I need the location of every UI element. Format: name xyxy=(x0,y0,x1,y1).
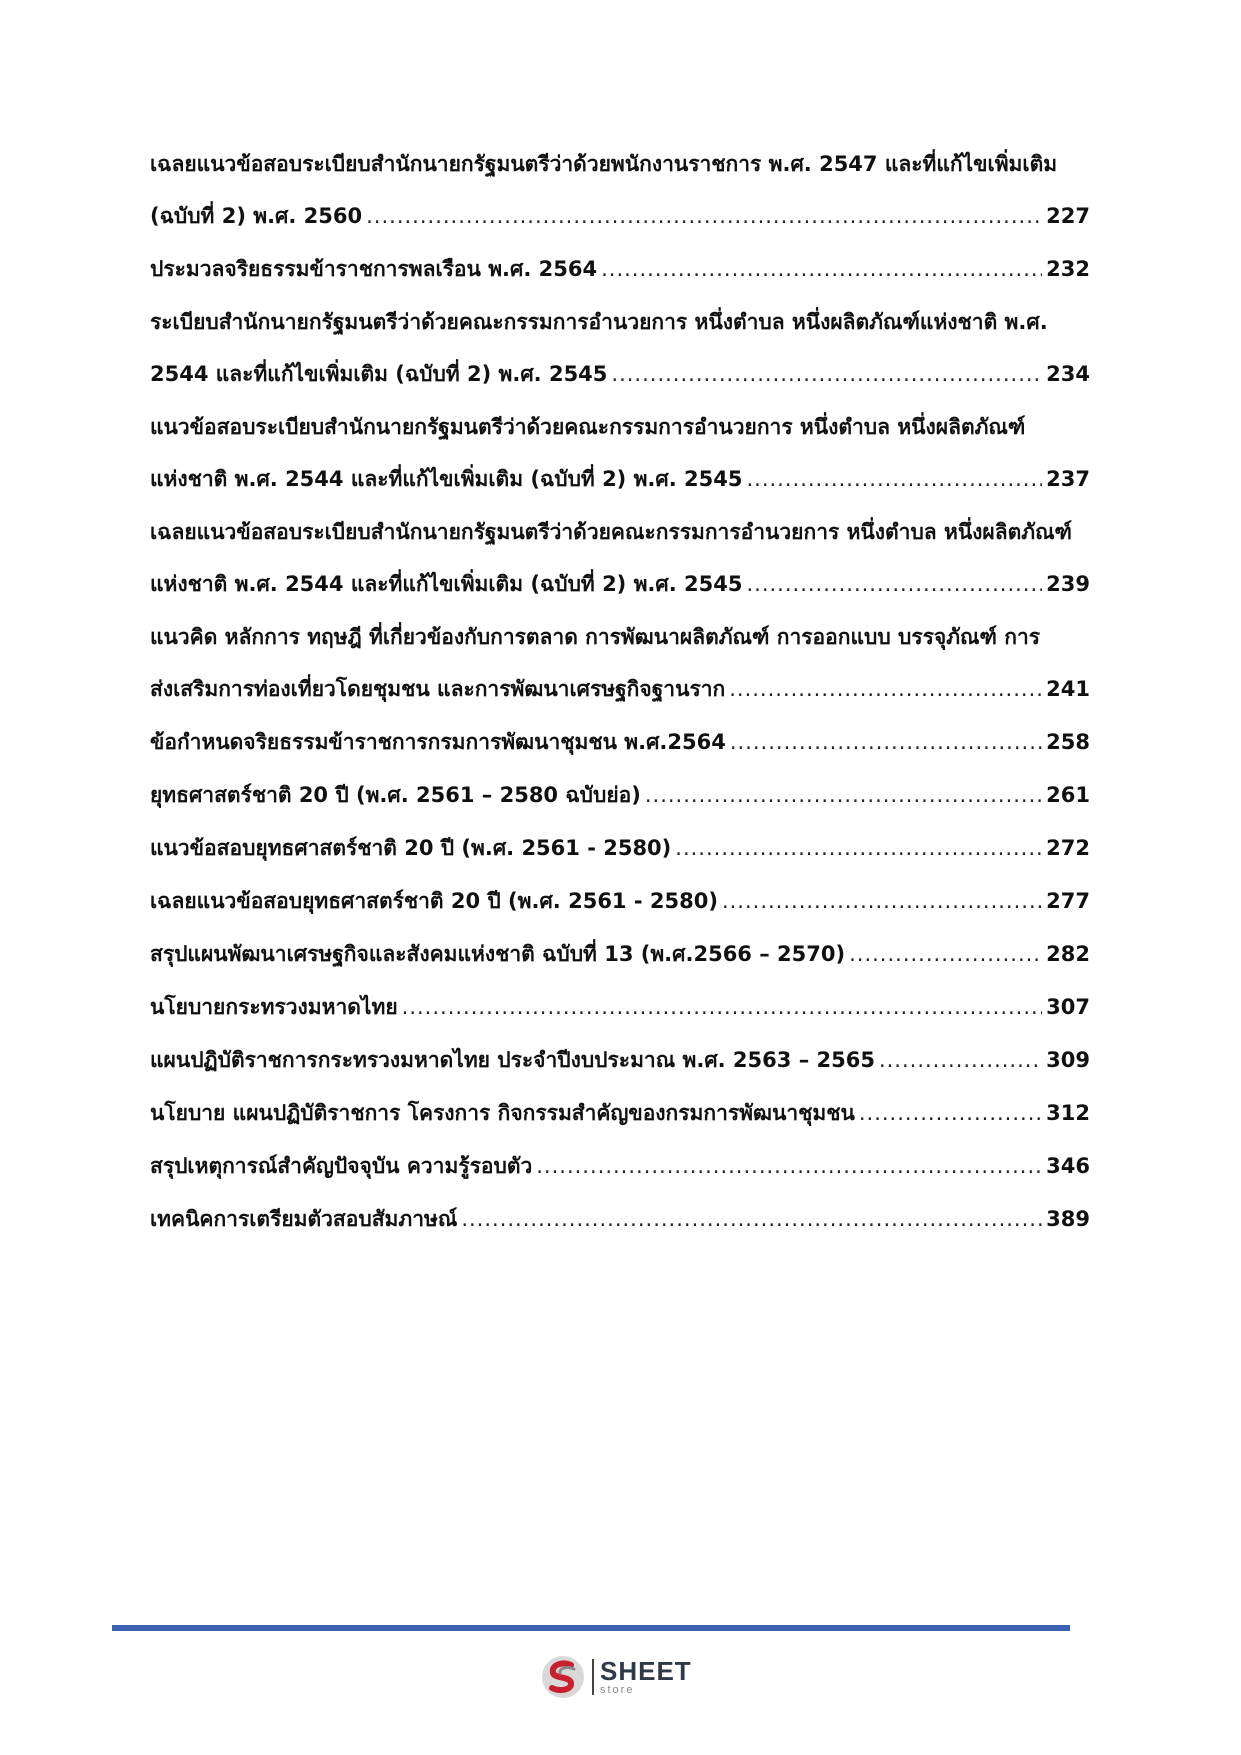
toc-entry-final-line xyxy=(150,1099,1090,1128)
toc-page-number: 241 xyxy=(1046,677,1090,701)
dot-leader xyxy=(879,1046,1042,1075)
sheet-store-s-icon xyxy=(540,1654,586,1700)
toc-page-number: 258 xyxy=(1046,730,1090,754)
toc-page-number: 309 xyxy=(1046,1048,1090,1072)
toc-page-number: 239 xyxy=(1046,572,1090,596)
toc-page-number: 234 xyxy=(1046,362,1090,386)
toc-entry[interactable] xyxy=(150,993,1090,1022)
dot-leader xyxy=(730,728,1042,757)
toc-entry-title: สรุปแผนพัฒนาเศรษฐกิจและสังคมแห่งชาติ ฉบับที่ 13 (พ.ศ.2566 – 2570) xyxy=(150,942,846,966)
toc-page-number: 346 xyxy=(1046,1154,1090,1178)
dot-leader xyxy=(849,940,1042,969)
dot-leader xyxy=(859,1099,1042,1128)
dot-leader xyxy=(675,834,1042,863)
toc-page-number: 227 xyxy=(1046,204,1090,228)
toc-entry-final-line xyxy=(150,465,1090,494)
toc-entry-final-line xyxy=(150,940,1090,969)
toc-entry[interactable] xyxy=(150,940,1090,969)
toc-entry[interactable] xyxy=(150,1152,1090,1181)
toc-entry-final-line xyxy=(150,781,1090,810)
toc-entry-title: สรุปเหตุการณ์สำคัญปัจจุบัน ความรู้รอบตัว xyxy=(150,1154,533,1178)
toc-entry-final-line xyxy=(150,1152,1090,1181)
toc-entry-title: เฉลยแนวข้อสอบยุทธศาสตร์ชาติ 20 ปี (พ.ศ. 2561 - 2580) xyxy=(150,889,718,913)
toc-page-number: 307 xyxy=(1046,995,1090,1019)
toc-entry-title: ส่งเสริมการท่องเที่ยวโดยชุมชน และการพัฒนาเศรษฐกิจฐานราก xyxy=(150,677,726,701)
toc-entry-title: ประมวลจริยธรรมข้าราชการพลเรือน พ.ศ. 2564 xyxy=(150,257,598,281)
dot-leader xyxy=(611,360,1042,389)
toc-entry[interactable] xyxy=(150,1099,1090,1128)
toc-entry-title: นโยบาย แผนปฏิบัติราชการ โครงการ กิจกรรมสำคัญของกรมการพัฒนาชุมชน xyxy=(150,1101,855,1125)
dot-leader xyxy=(461,1205,1042,1234)
toc-entry-final-line xyxy=(150,728,1090,757)
toc-entry-title: ข้อกำหนดจริยธรรมข้าราชการกรมการพัฒนาชุมชน พ.ศ.2564 xyxy=(150,730,726,754)
dot-leader xyxy=(722,887,1042,916)
toc-entry-final-line xyxy=(150,202,1090,231)
table-of-contents xyxy=(150,150,1090,1258)
dot-leader xyxy=(729,675,1042,704)
toc-entry-final-line xyxy=(150,1205,1090,1234)
dot-leader xyxy=(366,202,1042,231)
dot-leader xyxy=(536,1152,1042,1181)
toc-page-number: 232 xyxy=(1046,257,1090,281)
toc-entry-title-line: เฉลยแนวข้อสอบระเบียบสำนักนายกรัฐมนตรีว่าด้วยพนักงานราชการ พ.ศ. 2547 และที่แก้ไขเพิ่มเติม xyxy=(150,152,1058,176)
dot-leader xyxy=(645,781,1042,810)
toc-entry[interactable] xyxy=(150,518,1090,599)
toc-entry-final-line xyxy=(150,993,1090,1022)
toc-entry[interactable] xyxy=(150,413,1090,494)
toc-entry-title-line: แนวคิด หลักการ ทฤษฎี ที่เกี่ยวข้องกับการตลาด การพัฒนาผลิตภัณฑ์ การออกแบบ บรรจุภัณฑ์ การ xyxy=(150,625,1041,649)
toc-entry-title: แห่งชาติ พ.ศ. 2544 และที่แก้ไขเพิ่มเติม (ฉบับที่ 2) พ.ศ. 2545 xyxy=(150,572,743,596)
toc-entry[interactable] xyxy=(150,623,1090,704)
toc-entry-final-line xyxy=(150,834,1090,863)
toc-page-number: 277 xyxy=(1046,889,1090,913)
footer-logo xyxy=(540,1653,692,1701)
logo-text xyxy=(600,1658,692,1696)
toc-page-number: 282 xyxy=(1046,942,1090,966)
toc-entry-title: ยุทธศาสตร์ชาติ 20 ปี (พ.ศ. 2561 – 2580 ฉบับย่อ) xyxy=(150,783,641,807)
toc-entry-final-line xyxy=(150,255,1090,284)
toc-entry-title: 2544 และที่แก้ไขเพิ่มเติม (ฉบับที่ 2) พ.ศ. 2545 xyxy=(150,362,608,386)
toc-entry-title-line: ระเบียบสำนักนายกรัฐมนตรีว่าด้วยคณะกรรมการอำนวยการ หนึ่งตำบล หนึ่งผลิตภัณฑ์แห่งชาติ พ.ศ. xyxy=(150,310,1048,334)
toc-entry-title: แนวข้อสอบยุทธศาสตร์ชาติ 20 ปี (พ.ศ. 2561 - 2580) xyxy=(150,836,672,860)
toc-entry-title: (ฉบับที่ 2) พ.ศ. 2560 xyxy=(150,204,363,228)
logo-word: SHEET xyxy=(600,1656,692,1686)
toc-page-number: 389 xyxy=(1046,1207,1090,1231)
toc-entry[interactable] xyxy=(150,728,1090,757)
toc-page-number: 312 xyxy=(1046,1101,1090,1125)
logo-sub: store xyxy=(600,1684,635,1696)
toc-entry-title: แผนปฏิบัติราชการกระทรวงมหาดไทย ประจำปีงบประมาณ พ.ศ. 2563 – 2565 xyxy=(150,1048,875,1072)
toc-entry[interactable] xyxy=(150,150,1090,231)
toc-entry[interactable] xyxy=(150,308,1090,389)
toc-entry[interactable] xyxy=(150,887,1090,916)
toc-entry-final-line xyxy=(150,360,1090,389)
toc-entry[interactable] xyxy=(150,255,1090,284)
toc-page-number: 261 xyxy=(1046,783,1090,807)
toc-entry[interactable] xyxy=(150,1205,1090,1234)
toc-entry[interactable] xyxy=(150,834,1090,863)
toc-entry-final-line xyxy=(150,887,1090,916)
toc-entry-title: เทคนิคการเตรียมตัวสอบสัมภาษณ์ xyxy=(150,1207,458,1231)
toc-entry[interactable] xyxy=(150,781,1090,810)
toc-entry-final-line xyxy=(150,1046,1090,1075)
toc-entry-title-line: เฉลยแนวข้อสอบระเบียบสำนักนายกรัฐมนตรีว่าด้วยคณะกรรมการอำนวยการ หนึ่งตำบล หนึ่งผลิตภัณฑ์ xyxy=(150,520,1072,544)
toc-page-number: 237 xyxy=(1046,467,1090,491)
logo-divider xyxy=(592,1659,594,1695)
toc-entry-final-line xyxy=(150,570,1090,599)
dot-leader xyxy=(402,993,1043,1022)
toc-entry-title: แห่งชาติ พ.ศ. 2544 และที่แก้ไขเพิ่มเติม (ฉบับที่ 2) พ.ศ. 2545 xyxy=(150,467,743,491)
dot-leader xyxy=(746,570,1042,599)
toc-entry-final-line xyxy=(150,675,1090,704)
toc-entry[interactable] xyxy=(150,1046,1090,1075)
toc-entry-title: นโยบายกระทรวงมหาดไทย xyxy=(150,995,398,1019)
footer-rule xyxy=(112,1625,1070,1631)
toc-page-number: 272 xyxy=(1046,836,1090,860)
dot-leader xyxy=(746,465,1042,494)
dot-leader xyxy=(601,255,1042,284)
toc-entry-title-line: แนวข้อสอบระเบียบสำนักนายกรัฐมนตรีว่าด้วยคณะกรรมการอำนวยการ หนึ่งตำบล หนึ่งผลิตภัณฑ์ xyxy=(150,415,1026,439)
